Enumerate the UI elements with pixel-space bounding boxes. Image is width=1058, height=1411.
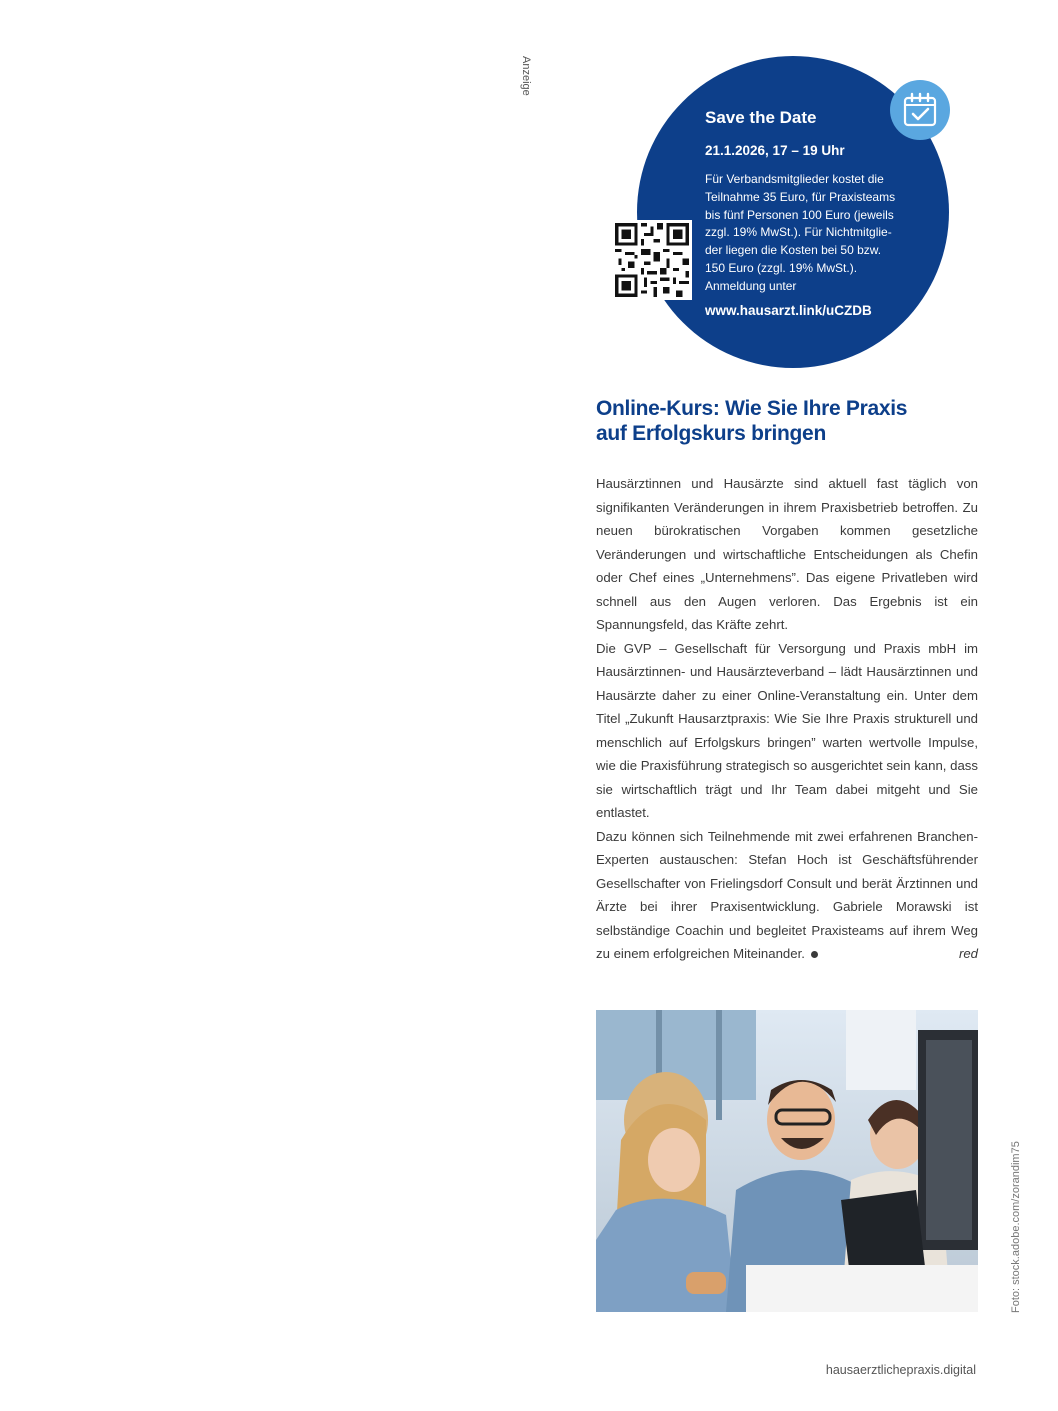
event-details-line: der liegen die Kosten bei 50 bzw. — [705, 243, 882, 258]
article-photo — [596, 1010, 978, 1312]
article-paragraph-text: Dazu können sich Teilnehmende mit zwei erfahrenen Branchen-Experten austauschen: Stefan Hoch ist Geschäftsführender Gesellschafter von Frielingsdorf Consult und berät Ärztinnen und Ärzte bei ihrer Praxisentwicklung. Gabriele Morawski ist selbständige Coachin und begleitet Praxisteams auf ihrem Weg zu einem erfolgreichen Miteinander. — [596, 828, 978, 961]
event-date: 21.1.2026, 17 – 19 Uhr — [705, 143, 845, 158]
headline-line: auf Erfolgskurs bringen — [596, 422, 826, 445]
event-details-line: bis fünf Personen 100 Euro (jeweils — [705, 207, 894, 222]
qr-code[interactable] — [612, 220, 692, 300]
event-details-line: Für Verbandsmitglieder kostet die — [705, 172, 884, 186]
event-details-line: zzgl. 19% MwSt.). Für Nichtmitglie- — [705, 225, 892, 240]
author-initials: red — [958, 946, 978, 961]
event-details-line: Anmeldung unter — [705, 278, 797, 293]
headline-line: Online-Kurs: Wie Sie Ihre Praxis — [596, 397, 908, 420]
article-body — [596, 472, 978, 966]
article-paragraph: Die GVP – Gesellschaft für Versorgung und Praxis mbH im Hausärztinnen- und Hausärzteverband – lädt Hausärztinnen und Hausärzte daher zu einer Online-Veranstaltung ein. Unter dem Titel „Zukunft Hausarztpraxis: Wie Sie Ihre Praxis strukturell und menschlich auf Erfolgskurs bringen” warten wertvolle Impulse, wie die Praxisführung strategisch so ausgerichtet sein kann, dass sie wirtschaftlich trägt und Ihr Team dabei mitgeht und Sie entlastet. — [596, 640, 978, 820]
event-details-line: Teilnahme 35 Euro, für Praxisteams — [705, 189, 896, 204]
calendar-badge — [890, 80, 950, 140]
article-headline — [596, 396, 976, 446]
registration-link[interactable]: www.hausarzt.link/uCZDB — [705, 303, 872, 318]
article-paragraph — [596, 825, 978, 966]
footer-url[interactable]: hausaerztlichepraxis.digital — [825, 1363, 976, 1377]
end-mark-icon — [811, 951, 818, 958]
ad-label: Anzeige — [520, 56, 532, 96]
event-details — [705, 171, 915, 296]
event-details-line: 150 Euro (zzgl. 19% MwSt.). — [705, 260, 858, 275]
photo-credit: Foto: stock.adobe.com/zorandim75 — [1010, 1141, 1022, 1313]
calendar-check-icon — [900, 90, 940, 130]
save-the-date-title: Save the Date — [705, 108, 817, 127]
article-paragraph: Hausärztinnen und Hausärzte sind aktuell fast täglich von signifikanten Veränderungen in ihrem Praxisbetrieb betroffen. Zu neuen bürokratischen Vorgaben kommen gesetzliche Veränderungen und wirtschaftliche Entscheidungen als Chefin oder Chef eines „Unternehmens”. Das eigene Privatleben wird schnell aus den Augen verloren. Das Ergebnis ist ein Spannungsfeld, das Kräfte zehrt. — [596, 476, 978, 632]
